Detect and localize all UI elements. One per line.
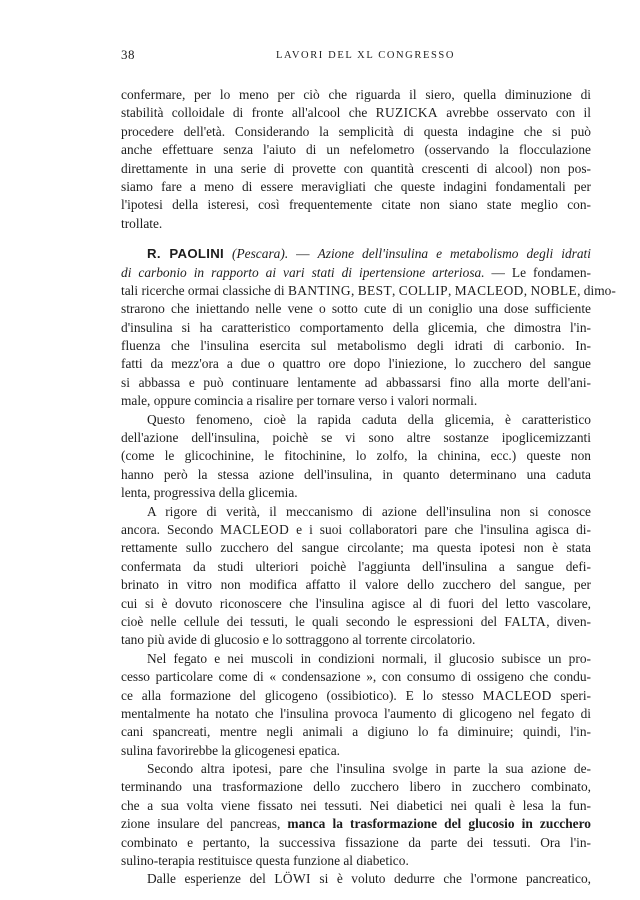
body-text	[121, 86, 616, 889]
author-name: RUZICKA	[375, 105, 438, 121]
text-line: direttamente in una serie di provette con quantità crescenti di alcool) non pos-	[121, 160, 591, 176]
article-title-cont: di carbonio in rapporto ai vari stati di ipertensione arteriosa.	[121, 264, 485, 280]
text-line: fatti da mezz'ora a due o quattro ore dopo l'iniezione, lo zucchero del sangue	[121, 356, 591, 372]
text-line: si abbassa e può continuare lentamente ad abbassarsi fino alla morte dell'ani-	[121, 374, 591, 390]
paragraph	[121, 870, 591, 888]
text-line: strarono che iniettando nelle vene o sotto cute di un coniglio una dose sufficiente	[121, 301, 591, 317]
text-line: sulina favorirebbe la glicogenesi epatica.	[121, 742, 340, 758]
article-location: (Pescara).	[232, 246, 289, 262]
text-line: hanno però la stessa azione dell'insulina, in quanto determinano una caduta	[121, 466, 591, 482]
author-name: FALTA	[504, 613, 547, 629]
text-line: anche effettuare senza l'aiuto di un nefelometro (osservando la flocculazione	[121, 142, 591, 158]
text-line: mentalmente ha notato che l'insulina provoca l'aumento di glicogeno nel fegato di	[121, 705, 591, 721]
text-line: confermare, per lo meno per ciò che riguarda il siero, quella diminuzione di	[121, 87, 591, 102]
text-line: cani spancreati, mentre negli animali a digiuno lo fa diminuire; quindi, l'in-	[121, 724, 591, 740]
text-line: A rigore di verità, il meccanismo di azione dell'insulina non si conosce	[147, 503, 591, 519]
author-name: MACLEOD	[454, 282, 524, 298]
author-name: BEST	[357, 282, 393, 298]
article-title: Azione dell'insulina e metabolismo degli idrati	[317, 246, 591, 262]
author-name: NOBLE	[530, 282, 578, 298]
text-line: lenta, progressiva della glicemia.	[121, 485, 298, 501]
text-line: male, oppure comincia a risalire per tornare verso i valori normali.	[121, 393, 478, 409]
text-line: ce alla formazione del glicogeno (ossibiotico). E lo stesso MACLEOD speri-	[121, 687, 592, 703]
author-name: MACLEOD	[482, 687, 552, 703]
article-heading-line: di carbonio in rapporto ai vari stati di ipertensione arteriosa. — Le fondamen-	[121, 264, 592, 280]
text-line: procedere dell'età. Considerando la semplicità di questa indagine che si può	[121, 123, 591, 139]
page-header	[121, 47, 591, 69]
author-name: BANTING	[287, 282, 351, 298]
article-heading-line: R. PAOLINI (Pescara). — Azione dell'insulina e metabolismo degli idrati	[147, 246, 591, 262]
article-entry	[121, 245, 616, 411]
text-line: Secondo altra ipotesi, pare che l'insulina svolge in parte la sua azione de-	[147, 761, 591, 777]
article-author: R. PAOLINI	[147, 246, 225, 262]
text-line: Nel fegato e nei muscoli in condizioni normali, il glucosio subisce un pro-	[147, 650, 591, 666]
text-line: terminando una trasformazione dello zucchero libero in zucchero combinato,	[121, 779, 591, 795]
text-line: dell'azione dell'insulina, poichè se vi sono altre sostanze ipoglicemizzanti	[121, 430, 591, 446]
text-line: cui si è dovuto riconoscere che l'insulina agisce al di fuori del letto vascolare,	[121, 595, 591, 611]
text-line: sulino-terapia restituisce questa funzione al diabetico.	[121, 853, 409, 869]
author-name: LÖWI	[274, 871, 311, 887]
paragraph	[121, 650, 591, 760]
text-line: Dalle esperienze del LÖWI si è voluto dedurre che l'ormone pancreatico,	[147, 871, 592, 887]
text-line: che a sua volta viene fissato nei tessuti. Nei diabetici nei quali è lesa la fun-	[121, 797, 591, 813]
text-line: zione insulare del pancreas, manca la trasformazione del glucosio in zucchero	[121, 816, 591, 832]
text-line: fluenza che l'insulina esercita sul metabolismo degli idrati di carbonio. In-	[121, 338, 591, 354]
paragraph	[121, 503, 591, 650]
text-line: rettamente sullo zucchero del sangue circolante; ma questa ipotesi non è stata	[121, 540, 591, 556]
text-line: brinato in vitro non modifica affatto il valore dello zucchero del sangue, per	[121, 577, 591, 593]
text-line: Questo fenomeno, cioè la rapida caduta della glicemia, è caratteristico	[147, 411, 591, 427]
running-head: LAVORI DEL XL CONGRESSO	[276, 50, 456, 61]
paragraph	[121, 411, 591, 503]
page-number: 38	[121, 47, 135, 62]
paragraph	[121, 760, 591, 870]
text-line: siamo fare a meno di essere meravigliati che queste indagini fondamentali per	[121, 178, 591, 194]
text-line: (come le glicochinine, le fitochinine, lo zolfo, la chinina, ecc.) queste non	[121, 448, 591, 464]
text-line: confermata da studi ulteriori poichè l'aggiunta dell'insulina a sangue defi-	[121, 558, 591, 574]
text-line: ancora. Secondo MACLEOD e i suoi collaboratori pare che l'insulina agisca di-	[121, 521, 591, 537]
text-line: cesso particolare come di « condensazione », con consumo di ossigeno che condu-	[121, 669, 591, 685]
text-line: cioè nelle cellule dei tessuti, le quali secondo le espressioni del FALTA, diven-	[121, 613, 591, 629]
text-line: trollate.	[121, 215, 163, 231]
text-line: l'ipotesi della isteresi, così frequentemente citate non siano state meglio con-	[121, 197, 591, 213]
paragraph-continuation	[121, 86, 591, 233]
text-line: combinato e pertanto, la successiva fissazione da parte dei tessuti. Ora l'in-	[121, 834, 591, 850]
emphasized-text: manca la trasformazione del glucosio in zucchero	[287, 816, 591, 832]
text-line: tano più avide di glucosio e lo sottraggono al torrente circolatorio.	[121, 632, 476, 648]
text-line: d'insulina si ha caratteristico comportamento della glicemia, che dimostra l'in-	[121, 319, 591, 335]
author-name: MACLEOD	[220, 521, 290, 537]
author-name: COLLIP	[398, 282, 449, 298]
text-line: stabilità colloidale di fronte all'alcool che RUZICKA avrebbe osservato con il	[121, 105, 592, 121]
text-line: tali ricerche ormai classiche di BANTING, BEST, COLLIP, MACLEOD, NOBLE, dimo-	[121, 282, 616, 298]
